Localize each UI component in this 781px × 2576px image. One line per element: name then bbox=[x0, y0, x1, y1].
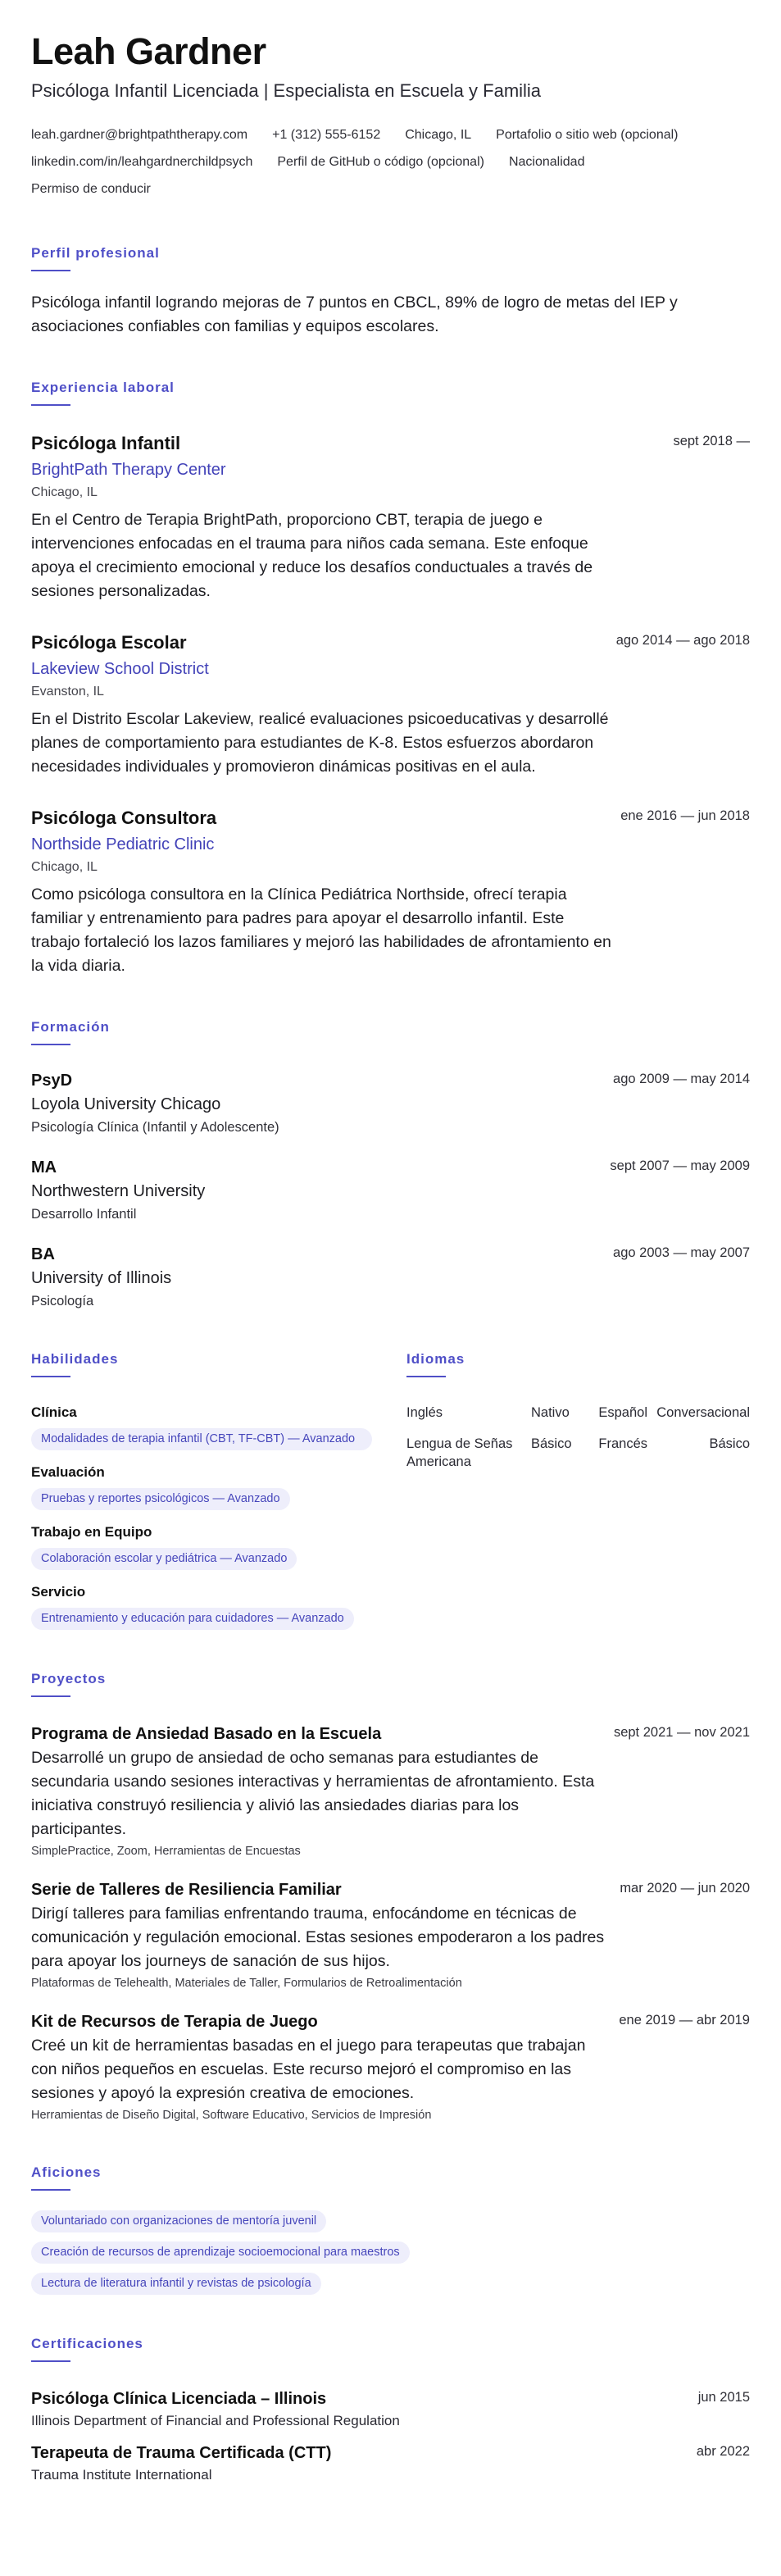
contact-email[interactable]: leah.gardner@brightpaththerapy.com bbox=[31, 128, 248, 142]
experience-company[interactable]: Lakeview School District bbox=[31, 660, 209, 678]
experience-section bbox=[31, 380, 750, 978]
experience-title: Psicóloga Infantil bbox=[31, 433, 181, 453]
education-school: University of Illinois bbox=[31, 1269, 172, 1287]
resume-header bbox=[31, 30, 750, 203]
section-divider bbox=[31, 1376, 70, 1377]
language-name: Español bbox=[598, 1405, 647, 1420]
section-title: Aficiones bbox=[31, 2164, 102, 2180]
certification-date: jun 2015 bbox=[697, 2390, 750, 2405]
candidate-headline: Psicóloga Infantil Licenciada | Especialista en Escuela y Familia bbox=[31, 80, 542, 101]
education-section bbox=[31, 1019, 750, 1310]
skill-group bbox=[31, 1523, 406, 1570]
candidate-name: Leah Gardner bbox=[31, 30, 266, 72]
certification-issuer: Trauma Institute International bbox=[31, 2467, 212, 2483]
project-tech: SimplePractice, Zoom, Herramientas de Encuestas bbox=[31, 1845, 301, 1858]
project-description: Desarrollé un grupo de ansiedad de ocho semanas para estudiantes de secundaria usando sesiones interactivas y herramientas de afrontamiento. Esta iniciativa construyó resiliencia y alivió las ansiedades diarias para los participantes. bbox=[31, 1749, 595, 1838]
skill-category: Clínica bbox=[31, 1404, 77, 1420]
experience-entry bbox=[31, 807, 750, 978]
section-divider bbox=[406, 1376, 446, 1377]
language-level: Conversacional bbox=[656, 1405, 750, 1420]
language-name: Inglés bbox=[406, 1405, 443, 1420]
experience-date: ene 2016 — jun 2018 bbox=[620, 808, 750, 823]
projects-section bbox=[31, 1671, 750, 2123]
experience-location: Chicago, IL bbox=[31, 485, 98, 499]
contact-location: Chicago, IL bbox=[405, 128, 472, 142]
contact-list bbox=[31, 121, 752, 203]
certifications-section bbox=[31, 2336, 750, 2485]
project-tech: Plataformas de Telehealth, Materiales de Taller, Formularios de Retroalimentación bbox=[31, 1977, 462, 1990]
education-entry bbox=[31, 1244, 750, 1310]
contact-nationality: Nacionalidad bbox=[508, 155, 585, 169]
skill-category: Evaluación bbox=[31, 1464, 105, 1480]
section-title: Formación bbox=[31, 1019, 110, 1035]
profile-summary: Psicóloga infantil logrando mejoras de 7 puntos en CBCL, 89% de logro de metas del IEP y asociaciones confiables con familias y equipos escolares. bbox=[31, 294, 678, 335]
education-entry bbox=[31, 1157, 750, 1223]
section-title: Certificaciones bbox=[31, 2336, 143, 2351]
education-degree: BA bbox=[31, 1245, 55, 1263]
section-divider bbox=[31, 1044, 70, 1045]
education-date: ago 2003 — may 2007 bbox=[613, 1245, 750, 1260]
experience-description: Como psicóloga consultora en la Clínica Pediátrica Northside, ofrecí terapia familiar y entrenamiento para padres para apoyar el desarrollo infantil. Este trabajo fortaleció los lazos familiares y mejoró las habilidades de afrontamiento en la vida diaria. bbox=[31, 885, 611, 975]
education-degree: MA bbox=[31, 1158, 57, 1176]
project-date: mar 2020 — jun 2020 bbox=[620, 1881, 750, 1896]
education-school: Northwestern University bbox=[31, 1182, 206, 1200]
language-name: Francés bbox=[598, 1436, 647, 1451]
project-entry bbox=[31, 1879, 750, 1991]
certification-entry bbox=[31, 2388, 750, 2431]
project-date: sept 2021 — nov 2021 bbox=[613, 1725, 750, 1740]
project-title: Kit de Recursos de Terapia de Juego bbox=[31, 2013, 318, 2031]
section-title: Idiomas bbox=[406, 1351, 465, 1367]
section-title: Habilidades bbox=[31, 1351, 119, 1367]
education-school: Loyola University Chicago bbox=[31, 1095, 221, 1113]
experience-description: En el Centro de Terapia BrightPath, proporciono CBT, terapia de juego e intervenciones enfocadas en el trauma para niños cada semana. Este enfoque apoya el crecimiento emocional y reduce los desafíos conductuales a través de sesiones personalizadas. bbox=[31, 511, 593, 600]
section-divider bbox=[31, 404, 70, 406]
certification-issuer: Illinois Department of Financial and Professional Regulation bbox=[31, 2413, 400, 2428]
section-divider bbox=[31, 270, 70, 271]
experience-company[interactable]: Northside Pediatric Clinic bbox=[31, 835, 215, 853]
experience-location: Chicago, IL bbox=[31, 860, 98, 874]
certification-name: Terapeuta de Trauma Certificada (CTT) bbox=[31, 2444, 332, 2462]
experience-date: sept 2018 — bbox=[673, 434, 750, 448]
language-level: Nativo bbox=[531, 1405, 570, 1420]
education-date: sept 2007 — may 2009 bbox=[610, 1158, 750, 1173]
contact-phone[interactable]: +1 (312) 555-6152 bbox=[272, 128, 381, 142]
section-title: Proyectos bbox=[31, 1671, 107, 1686]
contact-linkedin[interactable]: linkedin.com/in/leahgardnerchildpsych bbox=[31, 155, 253, 169]
contact-portfolio[interactable]: Portafolio o sitio web (opcional) bbox=[496, 128, 679, 142]
skill-chip: Modalidades de terapia infantil (CBT, TF-CBT) — Avanzado bbox=[31, 1428, 372, 1450]
education-entry bbox=[31, 1070, 750, 1136]
education-degree: PsyD bbox=[31, 1072, 73, 1090]
project-description: Creé un kit de herramientas basadas en el juego para terapeutas que trabajan con niños pequeños en escuelas. Este recurso mejoró el compromiso en las sesiones y apoyó la expresión creativa de emociones. bbox=[31, 2037, 586, 2102]
experience-description: En el Distrito Escolar Lakeview, realicé evaluaciones psicoeducativas y desarrollé planes de comportamiento para estudiantes de K-8. Estos esfuerzos abordaron necesidades individuales y promovieron dinámicas positivas en el aula. bbox=[31, 710, 609, 776]
language-row bbox=[406, 1404, 750, 1422]
experience-company[interactable]: BrightPath Therapy Center bbox=[31, 461, 226, 479]
skill-chip: Entrenamiento y educación para cuidadores — Avanzado bbox=[31, 1608, 354, 1630]
certification-entry bbox=[31, 2442, 750, 2485]
experience-date: ago 2014 — ago 2018 bbox=[615, 633, 750, 648]
hobbies-section bbox=[31, 2164, 750, 2295]
project-title: Programa de Ansiedad Basado en la Escuela bbox=[31, 1725, 382, 1743]
experience-title: Psicóloga Escolar bbox=[31, 632, 187, 653]
skill-category: Trabajo en Equipo bbox=[31, 1524, 152, 1540]
skill-group bbox=[31, 1404, 406, 1450]
hobby-chip: Voluntariado con organizaciones de mentoría juvenil bbox=[31, 2210, 326, 2232]
certification-name: Psicóloga Clínica Licenciada – Illinois bbox=[31, 2390, 327, 2408]
education-field: Psicología Clínica (Infantil y Adolescente) bbox=[31, 1120, 279, 1135]
contact-github[interactable]: Perfil de GitHub o código (opcional) bbox=[277, 155, 484, 169]
language-level: Básico bbox=[709, 1436, 750, 1451]
certification-date: abr 2022 bbox=[696, 2444, 750, 2459]
experience-location: Evanston, IL bbox=[31, 685, 104, 699]
skills-languages-row bbox=[31, 1351, 750, 1630]
section-title: Perfil profesional bbox=[31, 245, 160, 261]
profile-section bbox=[31, 245, 750, 339]
language-row bbox=[406, 1435, 750, 1471]
section-divider bbox=[31, 1695, 70, 1697]
project-date: ene 2019 — abr 2019 bbox=[619, 2013, 750, 2028]
project-title: Serie de Talleres de Resiliencia Familiar bbox=[31, 1881, 342, 1899]
project-tech: Herramientas de Diseño Digital, Software Educativo, Servicios de Impresión bbox=[31, 2109, 432, 2122]
section-divider bbox=[31, 2360, 70, 2362]
skill-chip: Colaboración escolar y pediátrica — Avanzado bbox=[31, 1548, 297, 1570]
education-field: Psicología bbox=[31, 1294, 94, 1308]
skill-category: Servicio bbox=[31, 1584, 86, 1600]
hobby-list bbox=[31, 2210, 750, 2295]
skill-group bbox=[31, 1463, 406, 1510]
languages-section bbox=[406, 1351, 750, 1630]
language-level: Básico bbox=[531, 1436, 572, 1451]
experience-title: Psicóloga Consultora bbox=[31, 808, 217, 828]
education-date: ago 2009 — may 2014 bbox=[613, 1072, 750, 1086]
language-name: Lengua de Señas Americana bbox=[406, 1436, 513, 1469]
project-entry bbox=[31, 1723, 750, 1859]
skill-chip: Pruebas y reportes psicológicos — Avanzado bbox=[31, 1488, 290, 1510]
contact-driving-license: Permiso de conducir bbox=[31, 182, 151, 196]
skills-section bbox=[31, 1351, 406, 1630]
hobby-chip: Lectura de literatura infantil y revistas de psicología bbox=[31, 2273, 321, 2295]
education-field: Desarrollo Infantil bbox=[31, 1207, 137, 1222]
skill-group bbox=[31, 1583, 406, 1630]
hobby-chip: Creación de recursos de aprendizaje socioemocional para maestros bbox=[31, 2241, 410, 2264]
project-description: Dirigí talleres para familias enfrentando trauma, enfocándome en técnicas de comunicación y regulación emocional. Estas sesiones empoderaron a los padres para apoyar los journeys de sanación de sus hijos. bbox=[31, 1905, 605, 1970]
section-divider bbox=[31, 2189, 70, 2191]
project-entry bbox=[31, 2011, 750, 2123]
experience-entry bbox=[31, 432, 750, 603]
section-title: Experiencia laboral bbox=[31, 380, 175, 395]
experience-entry bbox=[31, 631, 750, 779]
